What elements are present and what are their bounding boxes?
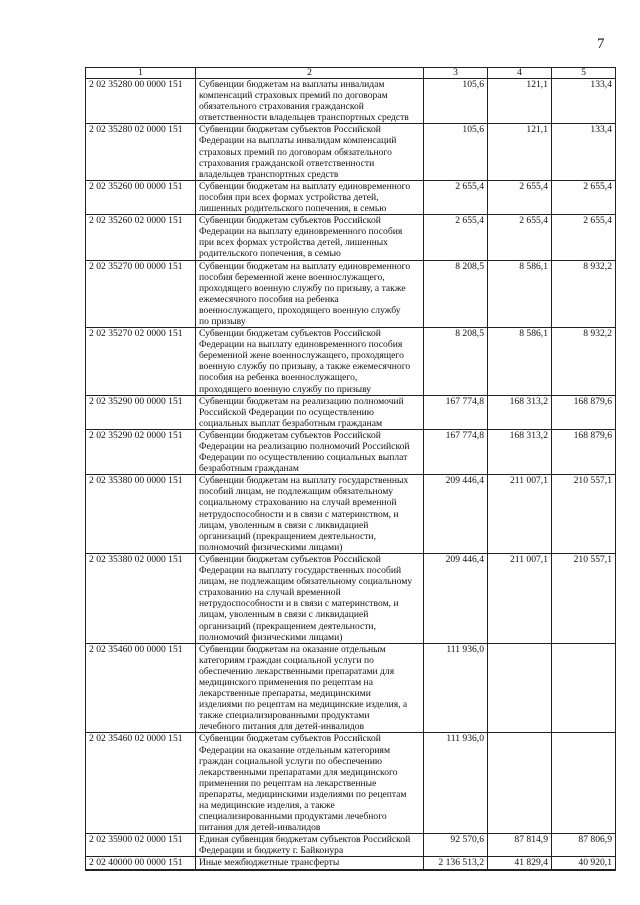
description-cell: Иные межбюджетные трансферты <box>196 857 424 870</box>
value-col4-cell: 211 007,1 <box>488 475 552 554</box>
table-header-row <box>86 68 616 79</box>
value-col5-cell: 87 806,9 <box>552 834 616 857</box>
description-cell: Субвенции бюджетам на выплату государственных пособий лицам, не подлежащим обязательному социальному страхованию на случай временной нетрудоспособности и в связи с материнством, и лицам, уволенным в связи с ликвидацией организаций (прекращением деятельности, полномочий физическими лицами) <box>196 475 424 554</box>
value-col5-cell: 168 879,6 <box>552 395 616 429</box>
value-col5-cell: 2 655,4 <box>552 180 616 214</box>
value-col3-cell: 2 655,4 <box>424 180 488 214</box>
budget-code-cell: 2 02 35290 02 0000 151 <box>86 429 196 474</box>
value-col4-cell: 121,1 <box>488 79 552 124</box>
value-col4-cell: 87 814,9 <box>488 834 552 857</box>
value-col4-cell: 2 655,4 <box>488 180 552 214</box>
column-header: 5 <box>552 68 616 79</box>
value-col4-cell <box>488 643 552 733</box>
value-col4-cell <box>488 733 552 834</box>
description-cell: Субвенции бюджетам субъектов Российской Федерации на выплату единовременного пособия при всех формах устройства детей, лишенных родительского попечения, в семью <box>196 215 424 260</box>
description-cell: Субвенции бюджетам субъектов Российской Федерации на реализацию полномочий Российской Федерации по осуществлению социальных выплат безработным гражданам <box>196 429 424 474</box>
value-col3-cell: 8 208,5 <box>424 328 488 396</box>
description-cell: Субвенции бюджетам на выплату единовременного пособия при всех формах устройства детей, лишенных родительского попечения, в семью <box>196 180 424 214</box>
budget-code-cell: 2 02 35380 02 0000 151 <box>86 553 196 643</box>
value-col5-cell <box>552 643 616 733</box>
budget-code-cell: 2 02 35270 00 0000 151 <box>86 260 196 328</box>
value-col5-cell: 8 932,2 <box>552 260 616 328</box>
budget-code-cell: 2 02 35900 02 0000 151 <box>86 834 196 857</box>
description-cell: Субвенции бюджетам на выплаты инвалидам компенсаций страховых премий по договорам обязательного страхования гражданской ответственности владельцев транспортных средств <box>196 79 424 124</box>
budget-code-cell: 2 02 35460 02 0000 151 <box>86 733 196 834</box>
table-row <box>86 395 616 429</box>
budget-code-cell: 2 02 35290 00 0000 151 <box>86 395 196 429</box>
value-col4-cell: 8 586,1 <box>488 260 552 328</box>
value-col3-cell: 167 774,8 <box>424 395 488 429</box>
value-col3-cell: 2 655,4 <box>424 215 488 260</box>
budget-code-cell: 2 02 40000 00 0000 151 <box>86 857 196 870</box>
value-col5-cell: 210 557,1 <box>552 475 616 554</box>
value-col5-cell: 8 932,2 <box>552 328 616 396</box>
budget-code-cell: 2 02 35260 00 0000 151 <box>86 180 196 214</box>
value-col4-cell: 41 829,4 <box>488 857 552 870</box>
table-row <box>86 180 616 214</box>
value-col5-cell: 2 655,4 <box>552 215 616 260</box>
value-col5-cell: 133,4 <box>552 124 616 180</box>
value-col4-cell: 8 586,1 <box>488 328 552 396</box>
column-header: 1 <box>86 68 196 79</box>
value-col3-cell: 92 570,6 <box>424 834 488 857</box>
description-cell: Субвенции бюджетам на выплату единовременного пособия беременной жене военнослужащего, проходящего военную службу по призыву, а также ежемесячного пособия на ребенка военнослужащего, проходящего военную службу по призыву <box>196 260 424 328</box>
value-col3-cell: 105,6 <box>424 79 488 124</box>
description-cell: Субвенции бюджетам субъектов Российской Федерации на оказание отдельным категориям граждан социальной услуги по обеспечению лекарственными препаратами для медицинского применения по рецептам на лекарственные препараты, медицинскими изделиями по рецептам на медицинские изделия, а также специализированными продуктами лечебного питания для детей-инвалидов <box>196 733 424 834</box>
value-col5-cell: 168 879,6 <box>552 429 616 474</box>
table-row <box>86 124 616 180</box>
column-header: 2 <box>196 68 424 79</box>
budget-code-cell: 2 02 35280 00 0000 151 <box>86 79 196 124</box>
value-col4-cell: 211 007,1 <box>488 553 552 643</box>
budget-code-cell: 2 02 35260 02 0000 151 <box>86 215 196 260</box>
table-row <box>86 260 616 328</box>
table-row <box>86 215 616 260</box>
value-col3-cell: 111 936,0 <box>424 733 488 834</box>
table-row <box>86 475 616 554</box>
column-header: 4 <box>488 68 552 79</box>
value-col3-cell: 111 936,0 <box>424 643 488 733</box>
value-col4-cell: 168 313,2 <box>488 429 552 474</box>
budget-code-cell: 2 02 35380 00 0000 151 <box>86 475 196 554</box>
value-col5-cell <box>552 733 616 834</box>
value-col4-cell: 168 313,2 <box>488 395 552 429</box>
column-header: 3 <box>424 68 488 79</box>
description-cell: Субвенции бюджетам субъектов Российской Федерации на выплату государственных пособий лицам, не подлежащим обязательному социальному страхованию на случай временной нетрудоспособности и в связи с материнством, и лицам, уволенным в связи с ликвидацией организаций (прекращением деятельности, полномочий физическими лицами) <box>196 553 424 643</box>
table-row <box>86 733 616 834</box>
value-col5-cell: 133,4 <box>552 79 616 124</box>
value-col3-cell: 209 446,4 <box>424 475 488 554</box>
description-cell: Субвенции бюджетам субъектов Российской Федерации на выплаты инвалидам компенсаций страховых премий по договорам обязательного страхования гражданской ответственности владельцев транспортных средств <box>196 124 424 180</box>
table-row <box>86 834 616 857</box>
description-cell: Единая субвенция бюджетам субъектов Российской Федерации и бюджету г. Байконура <box>196 834 424 857</box>
budget-code-cell: 2 02 35280 02 0000 151 <box>86 124 196 180</box>
table-row <box>86 553 616 643</box>
table-row <box>86 643 616 733</box>
table-row <box>86 79 616 124</box>
budget-code-cell: 2 02 35270 02 0000 151 <box>86 328 196 396</box>
table-row <box>86 857 616 870</box>
value-col4-cell: 121,1 <box>488 124 552 180</box>
description-cell: Субвенции бюджетам на оказание отдельным категориям граждан социальной услуги по обеспечению лекарственными препаратами для медицинского применения по рецептам на лекарственные препараты, медицинскими изделиями по рецептам на медицинские изделия, а также специализированными продуктами лечебного питания для детей-инвалидов <box>196 643 424 733</box>
value-col3-cell: 105,6 <box>424 124 488 180</box>
value-col5-cell: 40 920,1 <box>552 857 616 870</box>
value-col4-cell: 2 655,4 <box>488 215 552 260</box>
budget-table <box>85 67 616 871</box>
budget-code-cell: 2 02 35460 00 0000 151 <box>86 643 196 733</box>
table-row <box>86 328 616 396</box>
value-col3-cell: 209 446,4 <box>424 553 488 643</box>
value-col5-cell: 210 557,1 <box>552 553 616 643</box>
table-row <box>86 429 616 474</box>
value-col3-cell: 167 774,8 <box>424 429 488 474</box>
description-cell: Субвенции бюджетам на реализацию полномочий Российской Федерации по осуществлению социальных выплат безработным гражданам <box>196 395 424 429</box>
description-cell: Субвенции бюджетам субъектов Российской Федерации на выплату единовременного пособия беременной жене военнослужащего, проходящего военную службу по призыву, а также ежемесячного пособия на ребенка военнослужащего, проходящего военную службу по призыву <box>196 328 424 396</box>
value-col3-cell: 2 136 513,2 <box>424 857 488 870</box>
page-number: 7 <box>597 36 605 52</box>
value-col3-cell: 8 208,5 <box>424 260 488 328</box>
